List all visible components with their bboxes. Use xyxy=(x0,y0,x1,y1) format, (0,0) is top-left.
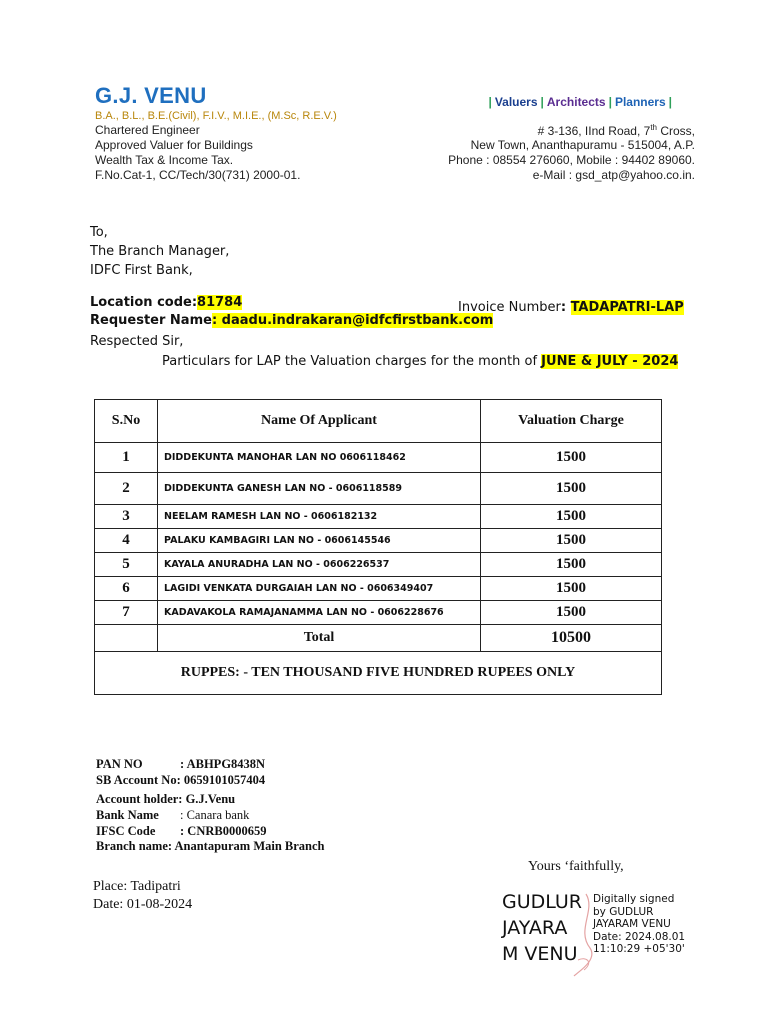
sb-account: SB Account No: 0659101057404 xyxy=(96,773,266,787)
row-sno: 4 xyxy=(95,529,158,553)
row-name: DIDDEKUNTA GANESH LAN NO - 0606118589 xyxy=(158,473,481,505)
row-charge: 1500 xyxy=(481,443,662,473)
email: e-Mail : gsd_atp@yahoo.co.in. xyxy=(532,168,695,182)
row-charge: 1500 xyxy=(481,473,662,505)
tag-architects: Architects xyxy=(546,95,606,109)
ifsc-code: IFSC Code : CNRB0000659 xyxy=(96,824,267,838)
table-row xyxy=(95,529,662,553)
row-charge: 1500 xyxy=(481,577,662,601)
address-line-1: # 3-136, IInd Road, 7th Cross, xyxy=(537,123,695,138)
total-empty-cell xyxy=(95,625,158,652)
row-sno: 6 xyxy=(95,577,158,601)
table-header-row xyxy=(95,400,662,443)
row-sno: 5 xyxy=(95,553,158,577)
row-charge: 1500 xyxy=(481,505,662,529)
invoice-number: Invoice Number: TADAPATRI-LAP xyxy=(458,300,684,315)
header-name: Name Of Applicant xyxy=(158,400,481,443)
row-name: KADAVAKOLA RAMAJANAMMA LAN NO - 0606228676 xyxy=(158,601,481,625)
letterhead-tags: | Valuers | Architects | Planners | xyxy=(488,95,672,109)
addressee-line-1: The Branch Manager, xyxy=(90,244,230,259)
letterhead-line: Approved Valuer for Buildings xyxy=(95,138,253,152)
row-charge: 1500 xyxy=(481,553,662,577)
amount-in-words: RUPPES: - TEN THOUSAND FIVE HUNDRED RUPEES ONLY xyxy=(95,652,662,695)
header-sno: S.No xyxy=(95,400,158,443)
letterhead-line: F.No.Cat-1, CC/Tech/30(731) 2000-01. xyxy=(95,168,301,182)
table-row xyxy=(95,601,662,625)
signature-name: GUDLUR JAYARA M VENU xyxy=(502,891,583,965)
addressee-line-2: IDFC First Bank, xyxy=(90,263,193,278)
valuation-table xyxy=(94,399,662,695)
requester-name: Requester Name: daadu.indrakaran@idfcfirstbank.com xyxy=(90,313,494,328)
table-row xyxy=(95,577,662,601)
digital-signature-details: Digitally signed by GUDLUR JAYARAM VENU Date: 2024.08.01 11:10:29 +05'30' xyxy=(593,893,686,955)
header-charge: Valuation Charge xyxy=(481,400,662,443)
row-sno: 2 xyxy=(95,473,158,505)
to-label: To, xyxy=(90,225,108,240)
table-row xyxy=(95,505,662,529)
row-sno: 3 xyxy=(95,505,158,529)
letterhead-line: Chartered Engineer xyxy=(95,123,200,137)
row-name: DIDDEKUNTA MANOHAR LAN NO 0606118462 xyxy=(158,443,481,473)
particulars-line: Particulars for LAP the Valuation charges for the month of JUNE & JULY - 2024 xyxy=(162,354,679,369)
branch-name: Branch name: Anantapuram Main Branch xyxy=(96,839,325,853)
phone: Phone : 08554 276060, Mobile : 94402 89060. xyxy=(448,153,695,167)
table-row xyxy=(95,553,662,577)
closing: Yours ‘faithfully, xyxy=(528,859,624,874)
location-code: Location code:81784 xyxy=(90,295,243,310)
row-charge: 1500 xyxy=(481,601,662,625)
row-sno: 7 xyxy=(95,601,158,625)
letterhead-name: G.J. VENU xyxy=(95,83,207,108)
tag-planners: Planners xyxy=(614,95,666,109)
row-name: LAGIDI VENKATA DURGAIAH LAN NO - 0606349407 xyxy=(158,577,481,601)
table-row xyxy=(95,443,662,473)
bank-name: Bank Name : Canara bank xyxy=(96,808,250,822)
letterhead-qualifications: B.A., B.L., B.E.(Civil), F.I.V., M.I.E., (M.Sc, R.E.V.) xyxy=(95,110,337,122)
row-charge: 1500 xyxy=(481,529,662,553)
table-row xyxy=(95,473,662,505)
amount-words-row xyxy=(95,652,662,695)
tag-valuers: Valuers xyxy=(494,95,538,109)
total-label: Total xyxy=(158,625,481,652)
row-name: NEELAM RAMESH LAN NO - 0606182132 xyxy=(158,505,481,529)
letterhead-line: Wealth Tax & Income Tax. xyxy=(95,153,234,167)
account-holder: Account holder: G.J.Venu xyxy=(96,792,236,806)
address-line-2: New Town, Ananthapuramu - 515004, A.P. xyxy=(470,138,695,152)
row-name: KAYALA ANURADHA LAN NO - 0606226537 xyxy=(158,553,481,577)
row-sno: 1 xyxy=(95,443,158,473)
total-row xyxy=(95,625,662,652)
row-name: PALAKU KAMBAGIRI LAN NO - 0606145546 xyxy=(158,529,481,553)
date: Date: 01-08-2024 xyxy=(93,897,193,912)
place: Place: Tadipatri xyxy=(93,879,181,894)
salutation: Respected Sir, xyxy=(90,334,184,349)
pan-number: PAN NO : ABHPG8438N xyxy=(96,757,266,771)
total-value: 10500 xyxy=(481,625,662,652)
